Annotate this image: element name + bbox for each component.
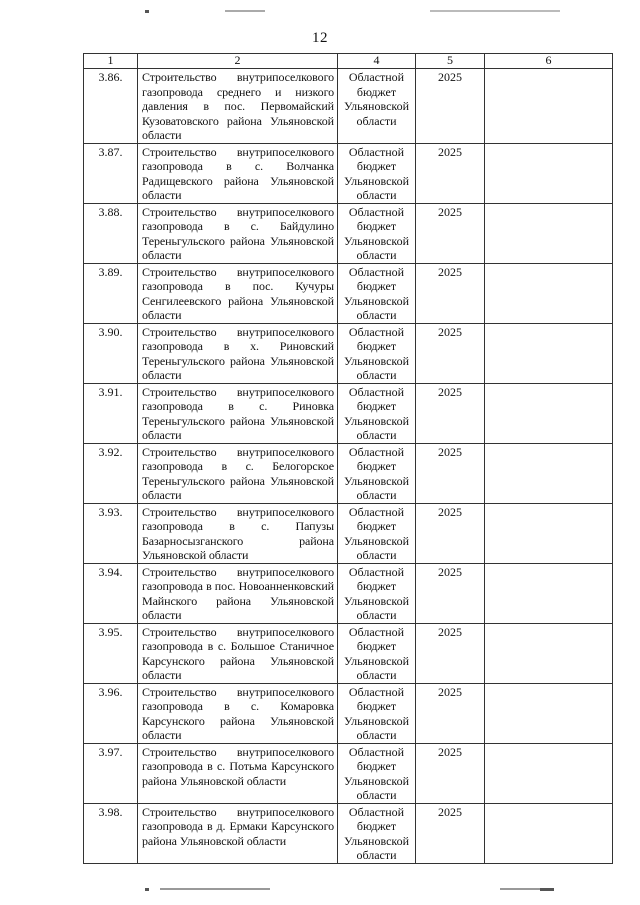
header-col-5: 5 xyxy=(416,54,485,69)
table-row xyxy=(84,69,613,144)
row-year: 2025 xyxy=(416,683,485,743)
row-number: 3.87. xyxy=(84,143,138,203)
row-year: 2025 xyxy=(416,443,485,503)
row-col6 xyxy=(485,563,613,623)
row-object-name: Строительство внутрипоселкового газопровода в с. Белогорское Тереньгульского района Ульяновской области xyxy=(138,443,338,503)
row-number: 3.97. xyxy=(84,743,138,803)
table-row xyxy=(84,443,613,503)
table-row xyxy=(84,563,613,623)
row-year: 2025 xyxy=(416,203,485,263)
row-col6 xyxy=(485,683,613,743)
row-object-name: Строительство внутрипоселкового газопровода в д. Ермаки Карсунского района Ульяновской области xyxy=(138,803,338,863)
row-funding-source: Областной бюджет Ульяновской области xyxy=(338,263,416,323)
row-funding-source: Областной бюджет Ульяновской области xyxy=(338,743,416,803)
row-number: 3.95. xyxy=(84,623,138,683)
row-funding-source: Областной бюджет Ульяновской области xyxy=(338,563,416,623)
row-col6 xyxy=(485,623,613,683)
row-number: 3.89. xyxy=(84,263,138,323)
row-year: 2025 xyxy=(416,323,485,383)
row-number: 3.98. xyxy=(84,803,138,863)
table-row xyxy=(84,323,613,383)
top-scan-artifacts xyxy=(0,8,640,16)
row-number: 3.93. xyxy=(84,503,138,563)
row-object-name: Строительство внутрипоселкового газопровода в с. Большое Станичное Карсунского района Ульяновской области xyxy=(138,623,338,683)
header-col-1: 1 xyxy=(84,54,138,69)
row-object-name: Строительство внутрипоселкового газопровода в х. Риновский Тереньгульского района Ульяновской области xyxy=(138,323,338,383)
row-col6 xyxy=(485,503,613,563)
table-row xyxy=(84,143,613,203)
table-row xyxy=(84,383,613,443)
header-col-6: 6 xyxy=(485,54,613,69)
row-object-name: Строительство внутрипоселкового газопровода среднего и низкого давления в пос. Первомайский Кузоватовского района Ульяновской области xyxy=(138,69,338,144)
row-object-name: Строительство внутрипоселкового газопровода в с. Байдулино Тереньгульского района Ульяновской области xyxy=(138,203,338,263)
row-funding-source: Областной бюджет Ульяновской области xyxy=(338,69,416,144)
row-col6 xyxy=(485,69,613,144)
row-year: 2025 xyxy=(416,383,485,443)
row-col6 xyxy=(485,443,613,503)
row-number: 3.92. xyxy=(84,443,138,503)
row-year: 2025 xyxy=(416,623,485,683)
row-funding-source: Областной бюджет Ульяновской области xyxy=(338,503,416,563)
row-year: 2025 xyxy=(416,143,485,203)
row-year: 2025 xyxy=(416,263,485,323)
table-row xyxy=(84,203,613,263)
row-col6 xyxy=(485,743,613,803)
row-object-name: Строительство внутрипоселкового газопровода в с. Потьма Карсунского района Ульяновской области xyxy=(138,743,338,803)
row-col6 xyxy=(485,383,613,443)
row-year: 2025 xyxy=(416,69,485,144)
row-funding-source: Областной бюджет Ульяновской области xyxy=(338,803,416,863)
plan-table xyxy=(83,53,613,864)
row-funding-source: Областной бюджет Ульяновской области xyxy=(338,323,416,383)
row-number: 3.86. xyxy=(84,69,138,144)
header-col-4: 4 xyxy=(338,54,416,69)
row-number: 3.96. xyxy=(84,683,138,743)
row-year: 2025 xyxy=(416,503,485,563)
row-number: 3.90. xyxy=(84,323,138,383)
table-row xyxy=(84,623,613,683)
row-col6 xyxy=(485,803,613,863)
row-number: 3.94. xyxy=(84,563,138,623)
row-object-name: Строительство внутрипоселкового газопровода в с. Папузы Базарносызганского района Ульяновской области xyxy=(138,503,338,563)
table-row xyxy=(84,263,613,323)
row-year: 2025 xyxy=(416,803,485,863)
row-col6 xyxy=(485,203,613,263)
header-col-2: 2 xyxy=(138,54,338,69)
table-row xyxy=(84,683,613,743)
row-funding-source: Областной бюджет Ульяновской области xyxy=(338,383,416,443)
row-year: 2025 xyxy=(416,563,485,623)
row-object-name: Строительство внутрипоселкового газопровода в с. Риновка Тереньгульского района Ульяновской области xyxy=(138,383,338,443)
row-number: 3.88. xyxy=(84,203,138,263)
row-funding-source: Областной бюджет Ульяновской области xyxy=(338,143,416,203)
row-col6 xyxy=(485,143,613,203)
table-row xyxy=(84,803,613,863)
row-funding-source: Областной бюджет Ульяновской области xyxy=(338,203,416,263)
page-number: 12 xyxy=(312,30,328,46)
row-funding-source: Областной бюджет Ульяновской области xyxy=(338,623,416,683)
row-funding-source: Областной бюджет Ульяновской области xyxy=(338,683,416,743)
row-object-name: Строительство внутрипоселкового газопровода в с. Комаровка Карсунского района Ульяновской области xyxy=(138,683,338,743)
table-header-row xyxy=(84,54,613,69)
row-funding-source: Областной бюджет Ульяновской области xyxy=(338,443,416,503)
row-object-name: Строительство внутрипоселкового газопровода в пос. Кучуры Сенгилеевского района Ульяновской области xyxy=(138,263,338,323)
table-row xyxy=(84,743,613,803)
table-row xyxy=(84,503,613,563)
row-col6 xyxy=(485,263,613,323)
bottom-scan-artifacts xyxy=(0,886,640,894)
row-col6 xyxy=(485,323,613,383)
row-number: 3.91. xyxy=(84,383,138,443)
row-object-name: Строительство внутрипоселкового газопровода в с. Волчанка Радищевского района Ульяновской области xyxy=(138,143,338,203)
row-year: 2025 xyxy=(416,743,485,803)
row-object-name: Строительство внутрипоселкового газопровода в пос. Новоанненковский Майнского района Ульяновской области xyxy=(138,563,338,623)
